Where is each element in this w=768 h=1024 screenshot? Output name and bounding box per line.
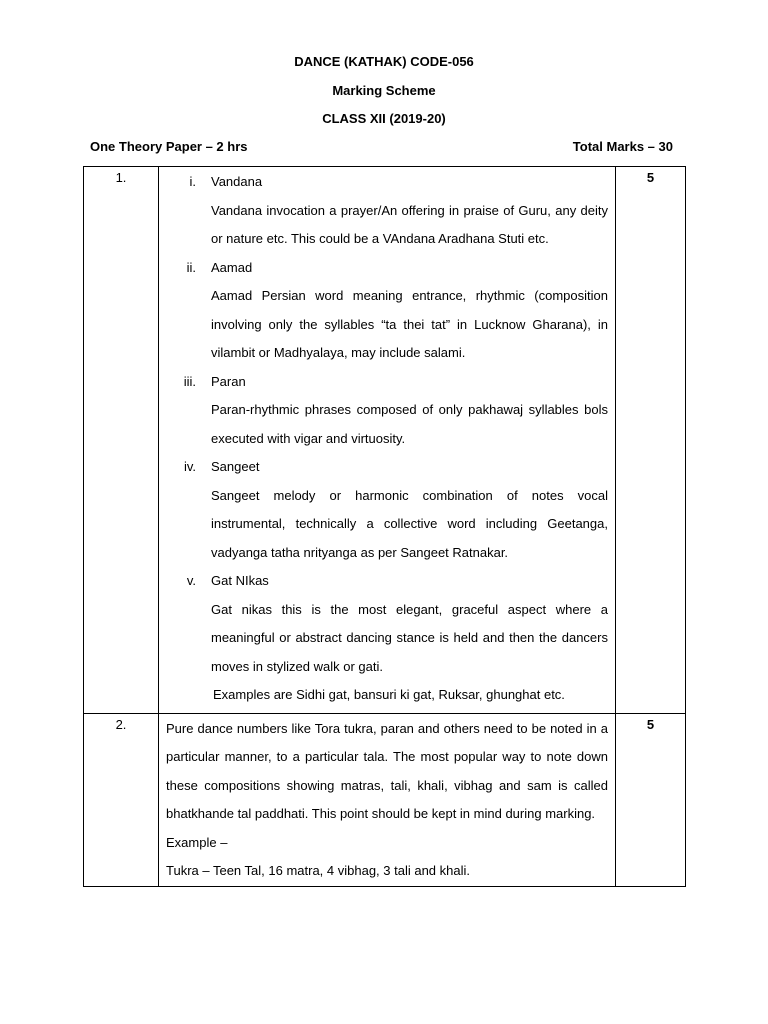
examples-line: Examples are Sidhi gat, bansuri ki gat, Ruksar, ghunghat etc.	[213, 687, 565, 702]
item-description: Sangeet melody or harmonic combination of notes vocal instrumental, technically a collective word including Geetanga, vadyanga tatha nrityanga as per Sangeet Ratnakar.	[211, 487, 608, 560]
question-answer	[159, 713, 616, 886]
question-number: 1.	[84, 167, 159, 714]
list-item	[166, 368, 608, 454]
list-item	[166, 453, 608, 567]
example-label: Example –	[166, 834, 228, 850]
marking-scheme-table	[83, 166, 686, 887]
list-item	[166, 168, 608, 254]
question-marks: 5	[616, 713, 686, 886]
item-description: Aamad Persian word meaning entrance, rhythmic (composition involving only the syllables “ta thei tat” in Lucknow Gharana), in vilambit or Madhyalaya, may include salami.	[211, 288, 608, 360]
item-title: Vandana	[211, 174, 263, 189]
list-item	[166, 254, 608, 368]
total-marks: Total Marks – 30	[572, 139, 673, 154]
document-title: DANCE (KATHAK) CODE-056	[294, 54, 474, 69]
question-marks: 5	[616, 167, 686, 714]
item-description: Gat nikas this is the most elegant, graceful aspect where a meaningful or abstract dancing stance is held and then the dancers moves in stylized walk or gati.	[211, 601, 608, 674]
answer-paragraph: Pure dance numbers like Tora tukra, paran and others need to be noted in a particular manner, to a particular tala. The most popular way to note down these compositions showing matras, tali, khali, vibhag and sam is called bhatkhande tal paddhati. This point should be kept in mind during marking.	[166, 720, 608, 821]
table-row	[84, 167, 686, 714]
item-title: Paran	[211, 373, 246, 389]
item-numeral: iv.	[183, 459, 196, 474]
item-description: Paran-rhythmic phrases composed of only pakhawaj syllables bols executed with vigar and virtuosity.	[211, 402, 608, 446]
item-numeral: v.	[186, 573, 196, 588]
table-row	[84, 713, 686, 886]
item-numeral: iii.	[183, 373, 196, 389]
item-title: Aamad	[211, 259, 253, 275]
item-description: Vandana invocation a prayer/An offering in praise of Guru, any deity or nature etc. This could be a VAndana Aradhana Stuti etc.	[211, 202, 608, 246]
document-subtitle: Marking Scheme	[332, 83, 436, 98]
example-text: Tukra – Teen Tal, 16 matra, 4 vibhag, 3 tali and khali.	[166, 863, 470, 878]
class-line: CLASS XII (2019-20)	[322, 111, 446, 126]
item-numeral: ii.	[186, 259, 196, 275]
item-title: Gat NIkas	[211, 573, 269, 588]
paper-duration: One Theory Paper – 2 hrs	[90, 139, 248, 154]
item-title: Sangeet	[211, 459, 260, 474]
question-answer	[159, 167, 616, 714]
list-item	[166, 567, 608, 681]
item-numeral: i.	[189, 174, 196, 189]
question-number: 2.	[84, 713, 159, 886]
